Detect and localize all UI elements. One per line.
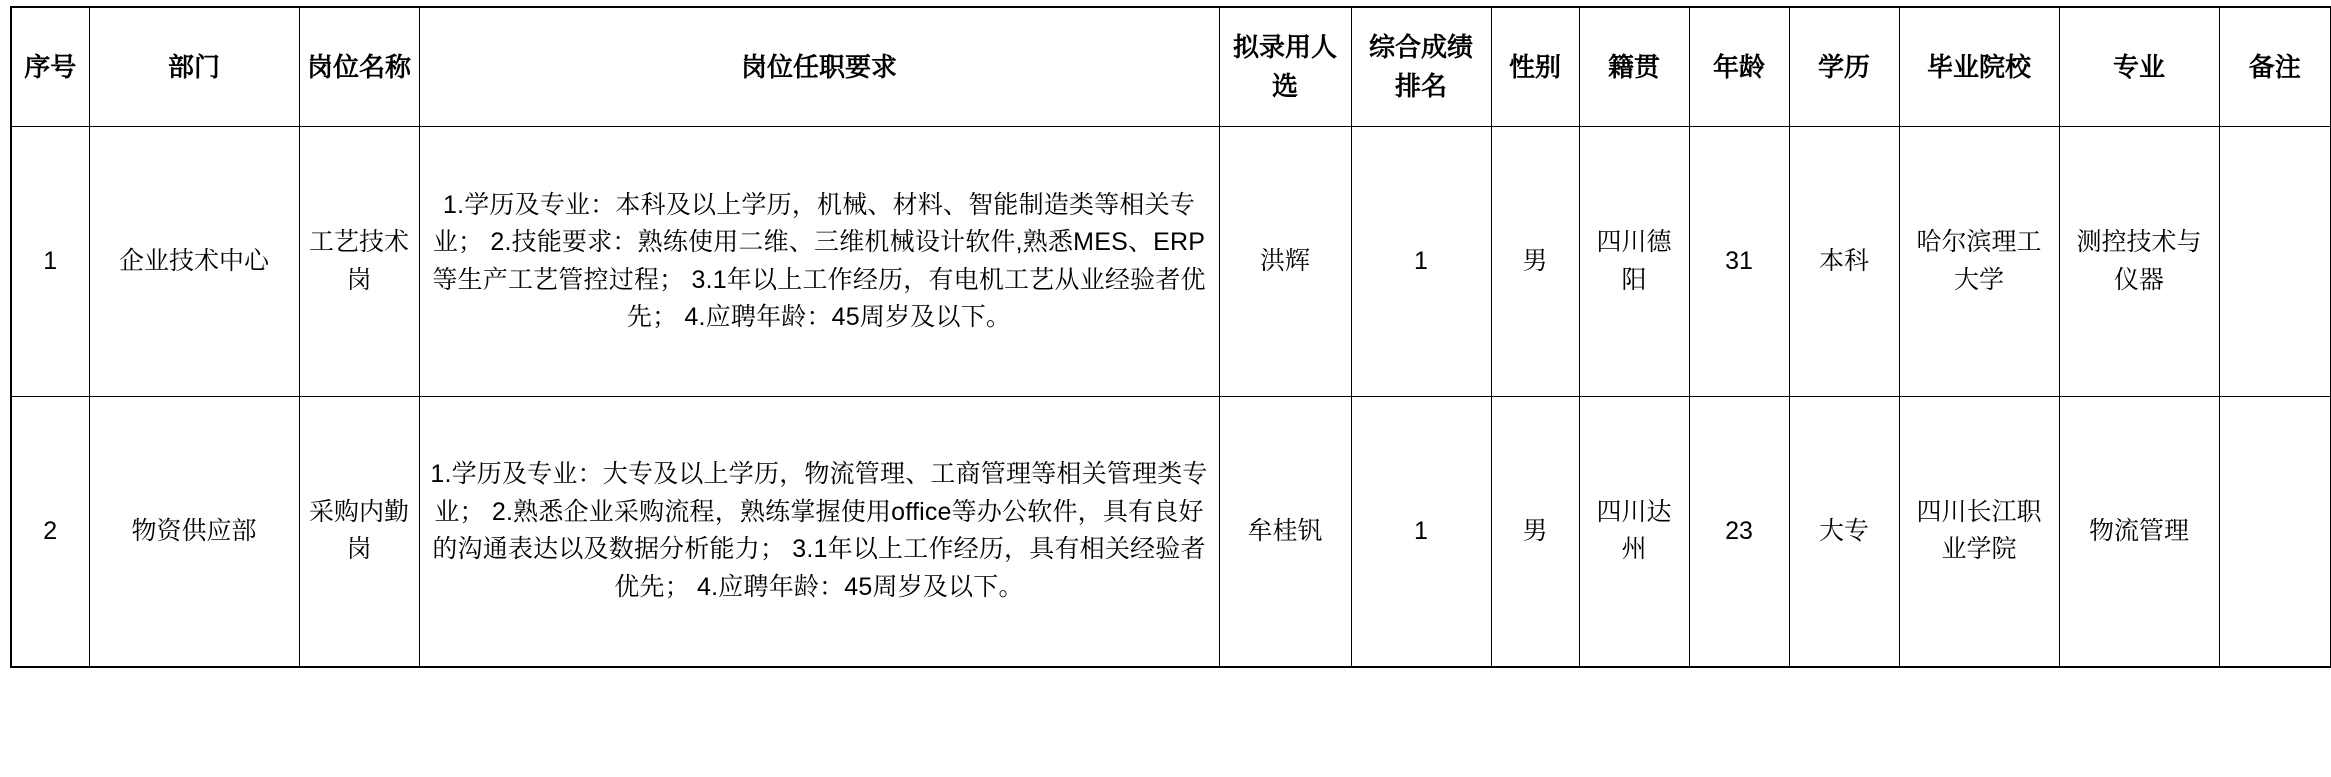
cell-major: 测控技术与仪器	[2059, 127, 2219, 397]
table-header-row	[11, 7, 2331, 127]
cell-age: 23	[1689, 397, 1789, 667]
column-header-education: 学历	[1789, 7, 1899, 127]
cell-remark	[2219, 127, 2331, 397]
cell-school: 哈尔滨理工大学	[1899, 127, 2059, 397]
recruitment-table	[10, 6, 2331, 668]
cell-education: 大专	[1789, 397, 1899, 667]
column-header-native-place: 籍贯	[1579, 7, 1689, 127]
column-header-rank: 综合成绩排名	[1351, 7, 1491, 127]
cell-requirement: 1.学历及专业：本科及以上学历，机械、材料、智能制造类等相关专业； 2.技能要求：熟练使用二维、三维机械设计软件,熟悉MES、ERP等生产工艺管控过程； 3.1年以上工作经历，有电机工艺从业经验者优先； 4.应聘年龄：45周岁及以下。	[419, 127, 1219, 397]
cell-rank: 1	[1351, 397, 1491, 667]
cell-candidate: 牟桂钒	[1219, 397, 1351, 667]
table-body	[11, 127, 2331, 667]
column-header-gender: 性别	[1491, 7, 1579, 127]
cell-gender: 男	[1491, 127, 1579, 397]
table-row	[11, 127, 2331, 397]
column-header-major: 专业	[2059, 7, 2219, 127]
table-header	[11, 7, 2331, 127]
cell-post-name: 工艺技术岗	[299, 127, 419, 397]
cell-major: 物流管理	[2059, 397, 2219, 667]
cell-seq: 1	[11, 127, 89, 397]
table-row	[11, 397, 2331, 667]
cell-department: 物资供应部	[89, 397, 299, 667]
column-header-seq: 序号	[11, 7, 89, 127]
column-header-remark: 备注	[2219, 7, 2331, 127]
cell-post-name: 采购内勤岗	[299, 397, 419, 667]
cell-rank: 1	[1351, 127, 1491, 397]
cell-native-place: 四川德阳	[1579, 127, 1689, 397]
column-header-requirement: 岗位任职要求	[419, 7, 1219, 127]
cell-age: 31	[1689, 127, 1789, 397]
cell-seq: 2	[11, 397, 89, 667]
column-header-department: 部门	[89, 7, 299, 127]
cell-department: 企业技术中心	[89, 127, 299, 397]
cell-remark	[2219, 397, 2331, 667]
column-header-school: 毕业院校	[1899, 7, 2059, 127]
cell-education: 本科	[1789, 127, 1899, 397]
cell-gender: 男	[1491, 397, 1579, 667]
cell-candidate: 洪辉	[1219, 127, 1351, 397]
cell-native-place: 四川达州	[1579, 397, 1689, 667]
column-header-age: 年龄	[1689, 7, 1789, 127]
column-header-post-name: 岗位名称	[299, 7, 419, 127]
cell-school: 四川长江职业学院	[1899, 397, 2059, 667]
column-header-candidate: 拟录用人选	[1219, 7, 1351, 127]
cell-requirement: 1.学历及专业：大专及以上学历，物流管理、工商管理等相关管理类专业； 2.熟悉企业采购流程，熟练掌握使用office等办公软件，具有良好的沟通表达以及数据分析能力； 3.1年以上工作经历，具有相关经验者优先； 4.应聘年龄：45周岁及以下。	[419, 397, 1219, 667]
